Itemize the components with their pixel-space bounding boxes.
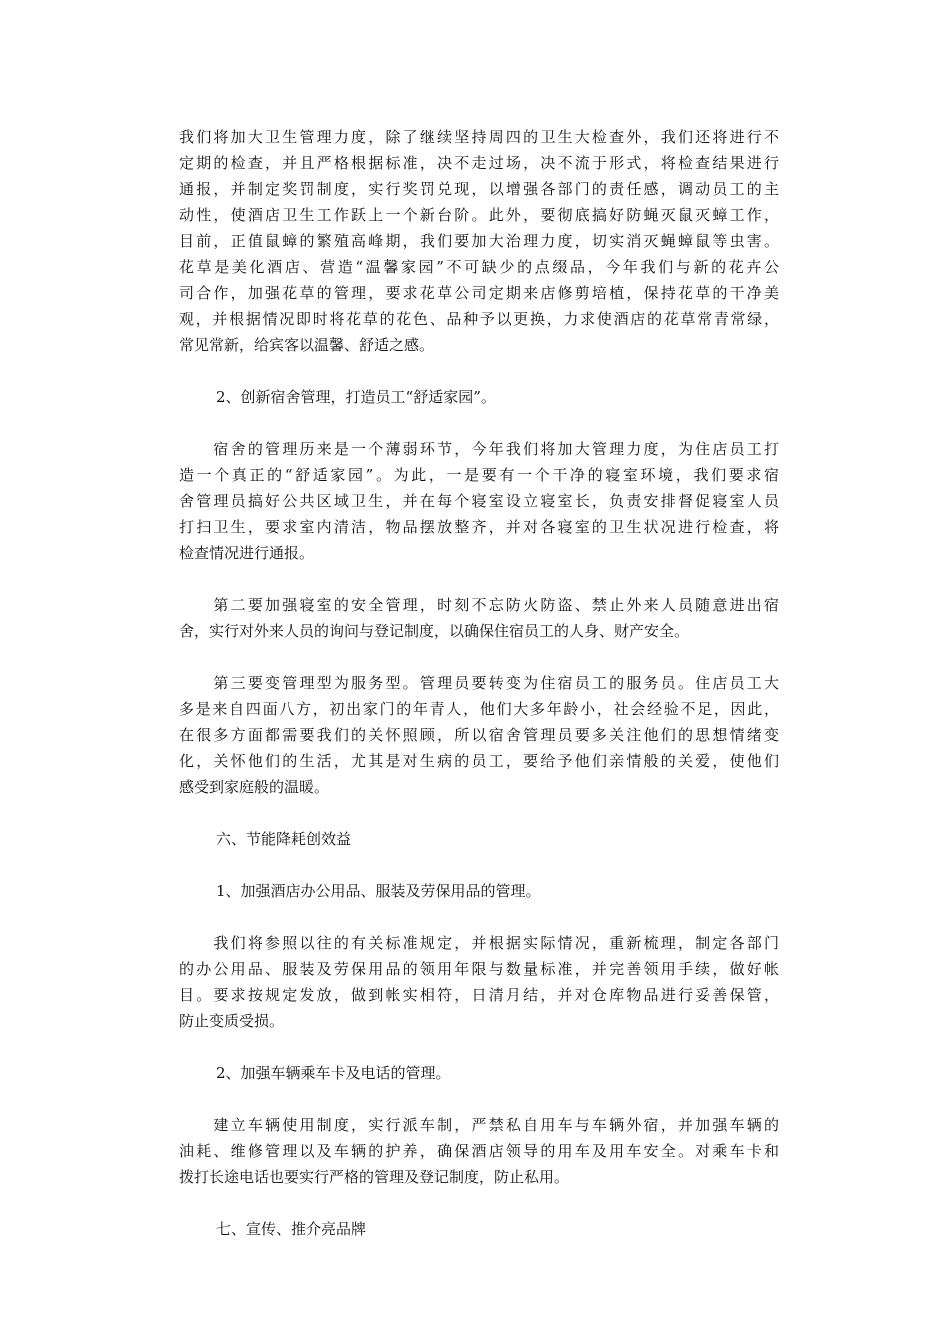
- text-line: 检查情况进行通报。: [179, 544, 315, 562]
- text-line: 我们将加大卫生管理力度，除了继续坚持周四的卫生大检查外，我们还将进行不: [179, 128, 779, 146]
- section-heading: 1、加强酒店办公用品、服装及劳保用品的管理。: [216, 882, 541, 900]
- text-line: 拨打长途电话也要实行严格的管理及登记制度，防止私用。: [179, 1168, 570, 1186]
- paragraph: [179, 1112, 779, 1190]
- text-line: 花草是美化酒店、营造“温馨家园”不可缺少的点缀品，今年我们与新的花卉公: [179, 258, 779, 276]
- text-line: 目。要求按规定发放，做到帐实相符，日清月结，并对仓库物品进行妥善保管，: [179, 986, 779, 1004]
- paragraph: [179, 436, 779, 566]
- text-line: 感受到家庭般的温暖。: [179, 778, 330, 796]
- paragraph: [179, 124, 779, 358]
- text-line: 第二要加强寝室的安全管理，时刻不忘防火防盗、禁止外来人员随意进出宿: [179, 596, 779, 614]
- text-line: 造一个真正的“舒适家园”。为此，一是要有一个干净的寝室环境，我们要求宿: [179, 466, 779, 484]
- text-line: 第三要变管理型为服务型。管理员要转变为住宿员工的服务员。住店员工大: [179, 674, 779, 692]
- text-line: 油耗、维修管理以及车辆的护养，确保酒店领导的用车及用车安全。对乘车卡和: [179, 1142, 779, 1160]
- text-line: 通报，并制定奖罚制度，实行奖罚兑现，以增强各部门的责任感，调动员工的主: [179, 180, 779, 198]
- section-heading: 六、节能降耗创效益: [216, 830, 352, 848]
- text-line: 我们将参照以往的有关标准规定，并根据实际情况，重新梳理，制定各部门: [179, 934, 779, 952]
- text-line: 宿舍的管理历来是一个薄弱环节，今年我们将加大管理力度，为住店员工打: [179, 440, 779, 458]
- section-heading: 七、宣传、推介亮品牌: [216, 1220, 367, 1238]
- text-line: 常见常新，给宾客以温馨、舒适之感。: [179, 336, 435, 354]
- text-line: 在很多方面都需要我们的关怀照顾，所以宿舍管理员要多关注他们的思想情绪变: [179, 726, 779, 744]
- text-line: 多是来自四面八方，初出家门的年青人，他们大多年龄小，社会经验不足，因此，: [179, 700, 779, 718]
- text-line: 建立车辆使用制度，实行派车制，严禁私自用车与车辆外宿，并加强车辆的: [179, 1116, 779, 1134]
- text-line: 的办公用品、服装及劳保用品的领用年限与数量标准，并完善领用手续，做好帐: [179, 960, 779, 978]
- section-heading: 2、创新宿舍管理，打造员工“舒适家园”。: [216, 388, 496, 406]
- text-line: 定期的检查，并且严格根据标准，决不走过场，决不流于形式，将检查结果进行: [179, 154, 779, 172]
- paragraph: [179, 930, 779, 1034]
- text-line: 化，关怀他们的生活，尤其是对生病的员工，要给予他们亲情般的关爱，使他们: [179, 752, 779, 770]
- text-line: 舍，实行对外来人员的询问与登记制度，以确保住宿员工的人身、财产安全。: [179, 622, 690, 640]
- text-line: 司合作，加强花草的管理，要求花草公司定期来店修剪培植，保持花草的干净美: [179, 284, 779, 302]
- document-page: [179, 124, 779, 1268]
- text-line: 舍管理员搞好公共区域卫生，并在每个寝室设立寝室长，负责安排督促寝室人员: [179, 492, 779, 510]
- text-line: 动性，使酒店卫生工作跃上一个新台阶。此外，要彻底搞好防蝇灭鼠灭蟑工作，: [179, 206, 779, 224]
- section-heading: 2、加强车辆乘车卡及电话的管理。: [216, 1064, 451, 1082]
- text-line: 目前，正值鼠蟑的繁殖高峰期，我们要加大治理力度，切实消灭蝇蟑鼠等虫害。: [179, 232, 779, 250]
- paragraph: [179, 670, 779, 800]
- text-line: 防止变质受损。: [179, 1012, 285, 1030]
- text-line: 观，并根据情况即时将花草的花色、品种予以更换，力求使酒店的花草常青常绿，: [179, 310, 779, 328]
- text-line: 打扫卫生，要求室内清洁，物品摆放整齐，并对各寝室的卫生状况进行检查，将: [179, 518, 779, 536]
- paragraph: [179, 592, 779, 644]
